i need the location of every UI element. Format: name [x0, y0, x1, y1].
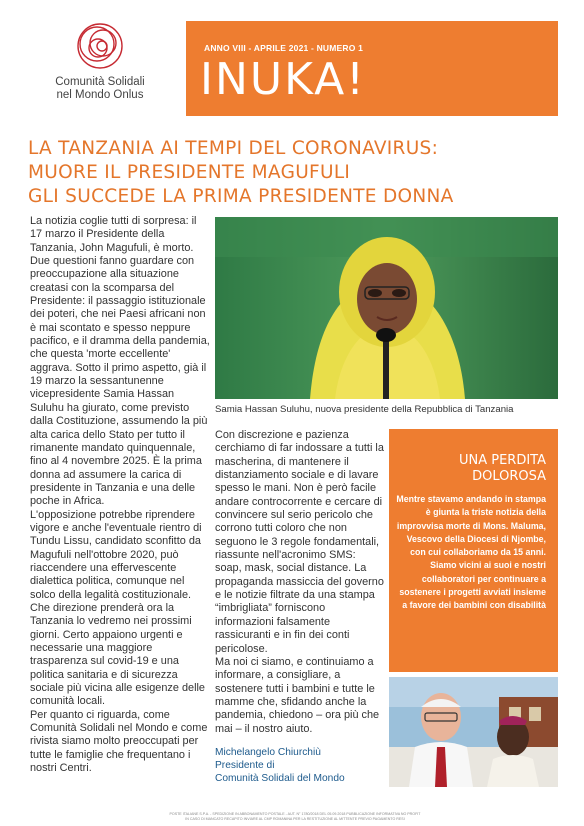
- bishop-photo: [389, 677, 558, 787]
- author-role: Presidente di: [215, 759, 275, 771]
- author-organization: Comunità Solidali del Mondo: [215, 772, 345, 784]
- postal-footer: POSTE ITALIANE S.P.A. - SPEDIZIONE IN ABBONAMENTO POSTALE - AUT. N° 1780/2018 DEL 05.09.2018 PUBBLICAZIONE INFORMATIVA NO PROFIT IN CASO DI MANCATO RECAPITO INVIARE AL CMP ROMANINA PER LA RESTITUZIONE AL MITTENTE PREVIO PAGAMENTO RESI: [169, 812, 421, 821]
- magazine-title: INUKA!: [200, 54, 366, 105]
- organization-logo: [40, 22, 160, 102]
- headline-line: GLI SUCCEDE LA PRIMA PRESIDENTE DONNA: [28, 186, 454, 207]
- article-headline: [28, 137, 568, 209]
- notice-title: UNA PERDITA DOLOROSA: [458, 453, 546, 484]
- headline-line: MUORE IL PRESIDENTE MAGUFULI: [28, 162, 351, 183]
- article-paragraph: La notizia coglie tutti di sorpresa: il 17 marzo il Presidente della Tanzania, John Magufuli, è morto. Due questioni fanno guardare con preoccupazione alla situazione creatasi con la scomparsa del Presidente: il passaggio istituzionale dei poteri, che nei Paesi africani non è mai scontato e spesso neppure pacifico, e il dramma della pandemia, che questa 'morte eccellente' aggrava. Sotto il primo aspetto, già il 19 marzo la sessantunenne vicepresidente Samia Hassan Suluhu ha giurato, come previsto dalla Costituzione, assumendo la più alta carica dello Stato per tutto il rimanente mandato quinquennale, fino al 4 novembre 2025. È la prima donna ad assumere la carica di presidente in Tanzania e una delle poche in Africa.: [30, 215, 210, 508]
- photo-caption: Samia Hassan Suluhu, nuova presidente della Repubblica di Tanzania: [215, 404, 514, 415]
- article-paragraph: Per quanto ci riguarda, come Comunità Solidali nel Mondo e come rivista siamo molto preoccupati per tutte le famiglie che frequentano i nostri Centri.: [30, 708, 208, 775]
- author-signature: [215, 746, 385, 785]
- article-left-column: [30, 215, 210, 775]
- sidebar-notice-box: [389, 429, 558, 672]
- notice-text: Mentre stavamo andando in stampa è giunta la triste notizia della improvvisa morte di Mons. Maluma, Vescovo della Diocesi di Njombe, con cui collaboriamo da 15 anni. Siamo vicini ai suoi e nostri collaboratori per continuare a sostenere i progetti avviati insieme a favore dei bambini con disabilità: [396, 494, 546, 611]
- article-middle-column: [215, 429, 385, 785]
- article-paragraph: L'opposizione potrebbe riprendere vigore e anche l'eventuale rientro di Tundu Lissu, candidato sconfitto da Magufuli nell'ottobre 2020, può riaccendere una effervescente dialettica politica, comunque nel solco della legalità costituzionale. Che direzione prenderà ora la Tanzania lo vedremo nei prossimi giorni. Certo appaiono urgenti e necessarie una maggiore trasparenza sul covid-19 e una politica sanitaria e di sicurezza sociale più vicina alle esigenze delle comunità locali.: [30, 508, 205, 708]
- organization-name: Comunità Solidali nel Mondo Onlus: [55, 76, 145, 101]
- masthead-banner: [186, 21, 558, 116]
- president-photo: [215, 217, 558, 399]
- issue-info: ANNO VIII - APRILE 2021 - NUMERO 1: [204, 43, 364, 53]
- article-paragraph: Con discrezione e pazienza cerchiamo di far indossare a tutti la mascherina, di mantenere il distanziamento sociale e di lavare spesso le mani. Non è però facile andare controcorrente e cercare di convincere sul serio pericolo che corrono tutti coloro che non seguono le 3 regole fondamentali, riassunte nell'acronimo SMS: soap, mask, social distance. La propaganda massiccia del governo e le notizie filtrate da una stampa “imbrigliata” forniscono informazioni falsamente rassicuranti e in fin dei conti pericolose.: [215, 429, 384, 655]
- author-name: Michelangelo Chiurchiù: [215, 746, 321, 758]
- headline-line: LA TANZANIA AI TEMPI DEL CORONAVIRUS:: [28, 138, 439, 159]
- concentric-circles-logo-icon: [76, 22, 124, 70]
- article-paragraph: Ma noi ci siamo, e continuiamo a informare, a consigliare, a sostenere tutti i bambini e tutte le mamme che, sfidando anche la pandemia, chiedono – ora più che mai – il nostro aiuto.: [215, 655, 380, 735]
